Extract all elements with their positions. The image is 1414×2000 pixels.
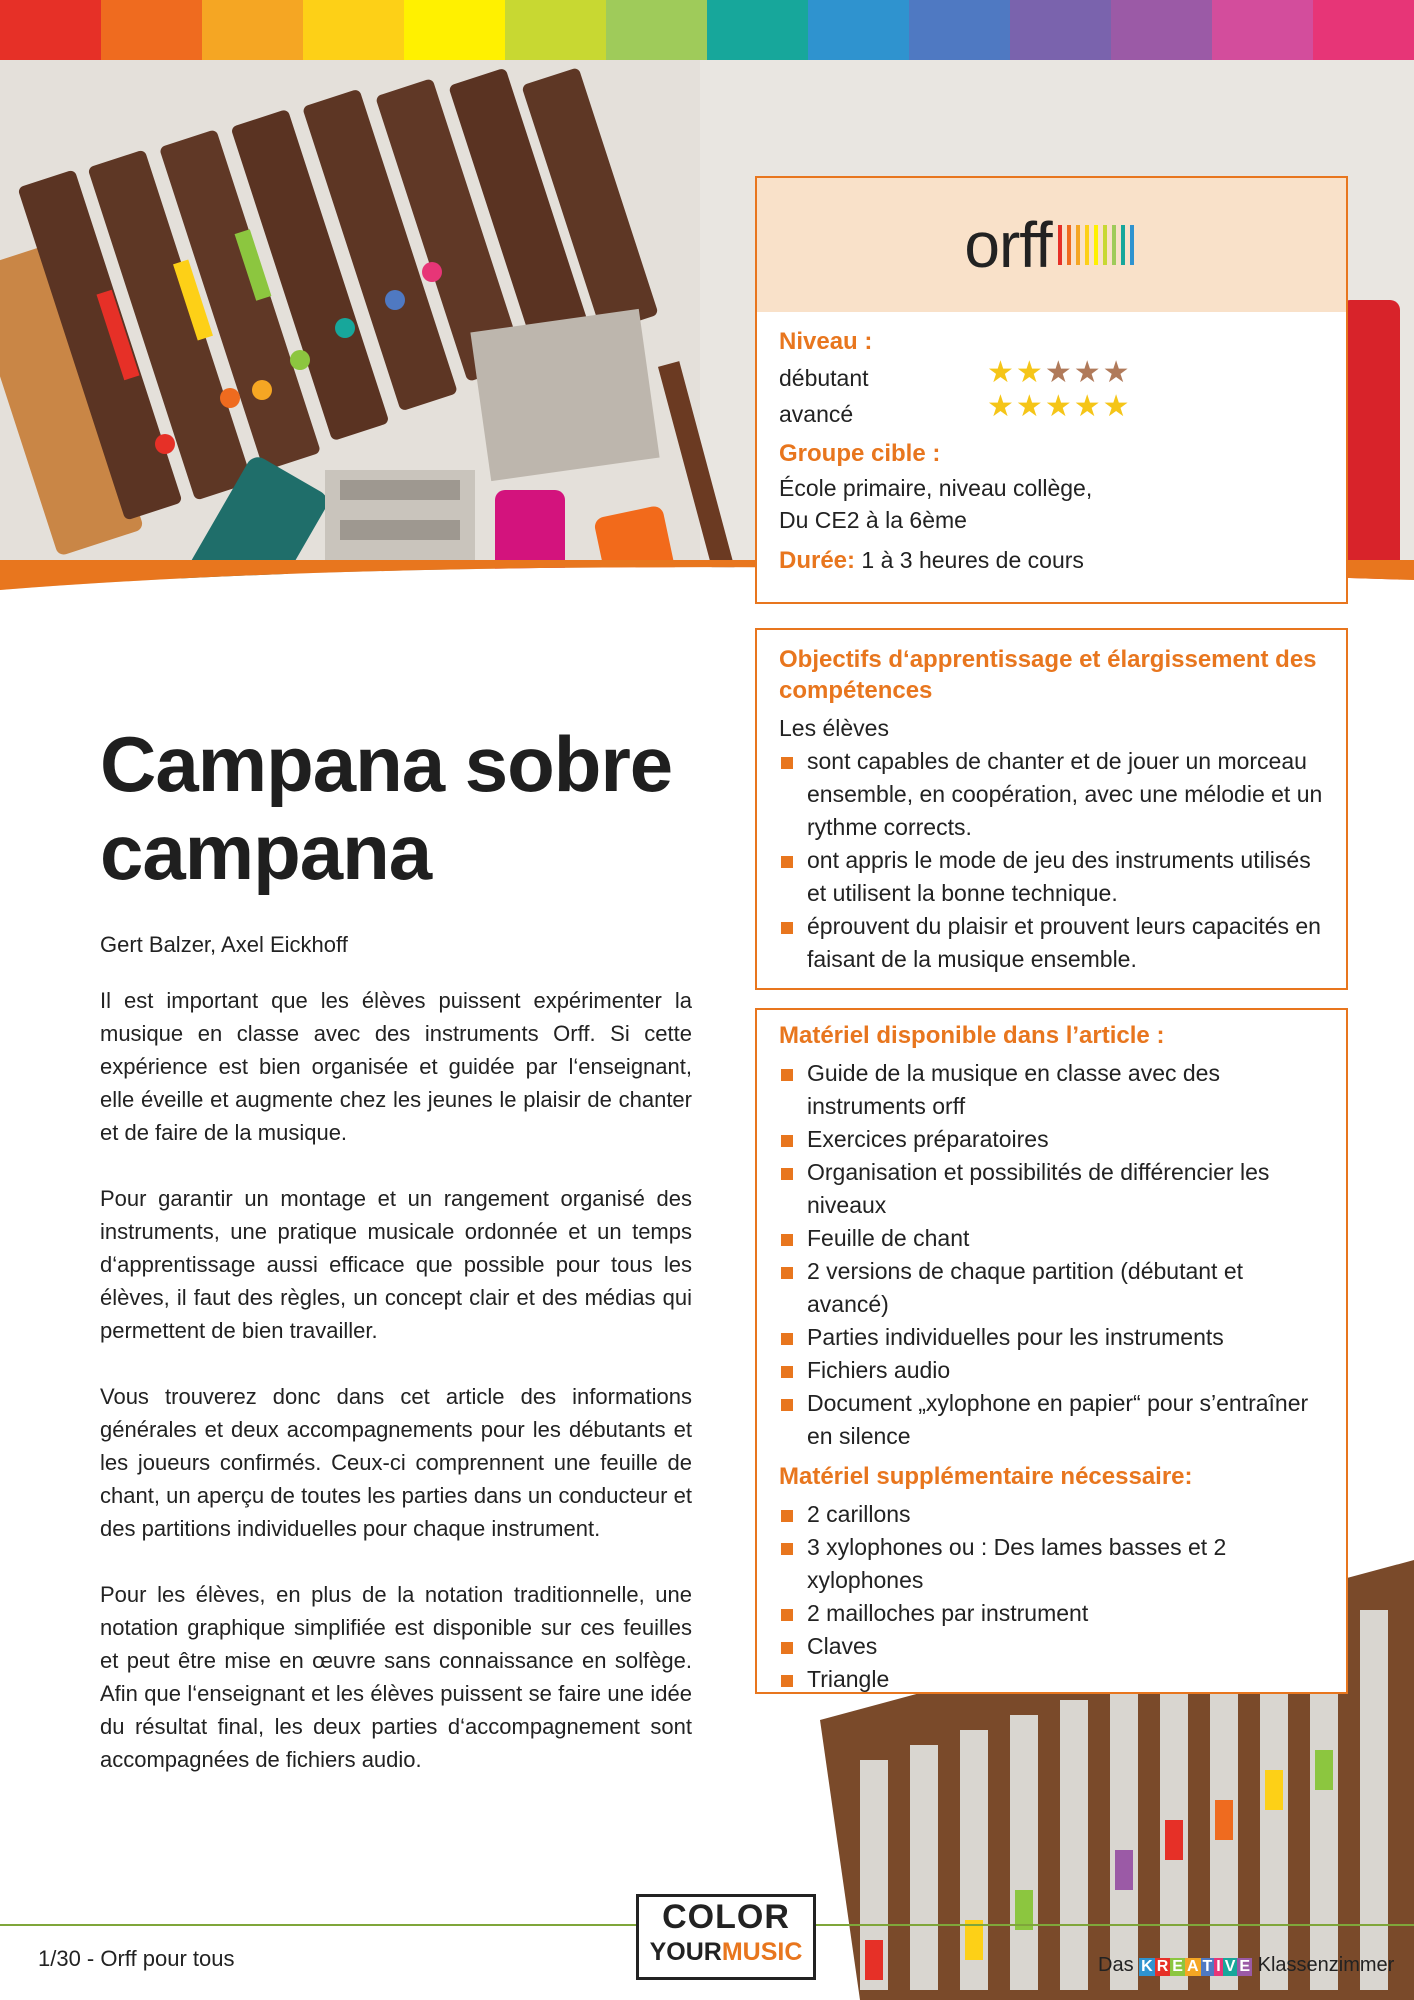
kl-letter: R xyxy=(1156,1958,1169,1975)
logo-your: YOUR xyxy=(649,1938,722,1966)
level-advanced: avancé xyxy=(779,401,854,427)
niveau-label: Niveau : xyxy=(779,328,873,355)
orff-logo-bars xyxy=(1058,225,1139,265)
logo-bar xyxy=(1103,225,1107,265)
kl-letter: K xyxy=(1141,1958,1153,1975)
extra-material-item: 2 carillons xyxy=(779,1498,1324,1531)
logo-music: MUSIC xyxy=(721,1938,803,1966)
objective-item: éprouvent du plaisir et prouvent leurs capacités en faisant de la musique ensemble. xyxy=(779,910,1324,976)
logo-bar xyxy=(1067,225,1071,265)
paragraph-4: Pour les élèves, en plus de la notation traditionnelle, une notation graphique simplifiée est disponible sur ces feuilles et peut être mise en œuvre sans connaissance en solfège. Afin que l‘enseignant et les élèves puissent se faire une idée du résultat final, les deux parties d‘accompagnement sont accompagnées de fichiers audio. xyxy=(100,1582,692,1772)
groupe-label: Groupe cible : xyxy=(779,440,941,467)
paragraph-1: Il est important que les élèves puissent expérimenter la musique en classe avec des instruments Orff. Si cette expérience est bien organisée et guidée par l‘enseignant, elle éveille et augmente chez les jeunes le plaisir de chanter et de faire de la musique. xyxy=(100,988,692,1145)
extra-material-item: Triangle xyxy=(779,1663,1324,1696)
title-line-2: campana xyxy=(100,808,432,896)
material-item: Exercices préparatoires xyxy=(779,1123,1324,1156)
objectives-intro: Les élèves xyxy=(779,715,889,741)
objective-item: ont appris le mode de jeu des instruments utilisés et utilisent la bonne technique. xyxy=(779,844,1324,910)
groupe-line-2: Du CE2 à la 6ème xyxy=(779,507,967,533)
orff-logo-word: orff xyxy=(964,209,1052,281)
material-item: 2 versions de chaque partition (débutant et avancé) xyxy=(779,1255,1324,1321)
star-icon: ★ xyxy=(1044,356,1074,389)
kl-word xyxy=(1139,1954,1252,1976)
logo-bar xyxy=(1076,225,1080,265)
logo-bar xyxy=(1058,225,1062,265)
objectives-box xyxy=(755,628,1348,990)
material-item: Guide de la musique en classe avec des instruments orff xyxy=(779,1057,1324,1123)
kl-letter: E xyxy=(1239,1958,1251,1975)
star-icon: ★ xyxy=(1073,356,1103,389)
stars-advanced xyxy=(987,390,1132,424)
material-item: Organisation et possibilités de différencier les niveaux xyxy=(779,1156,1324,1222)
star-icon: ★ xyxy=(1073,390,1103,423)
kl-suffix: Klassenzimmer xyxy=(1257,1954,1395,1976)
kl-letter: I xyxy=(1216,1958,1221,1975)
kl-prefix: Das xyxy=(1098,1954,1134,1976)
extra-material-item: 2 mailloches par instrument xyxy=(779,1597,1324,1630)
extra-materials-heading: Matériel supplémentaire nécessaire: xyxy=(779,1463,1193,1490)
materials-list xyxy=(779,1057,1324,1453)
objectives-heading: Objectifs d‘apprentissage et élargissement des compétences xyxy=(779,646,1317,704)
kl-letter: V xyxy=(1224,1958,1236,1975)
duree-value: 1 à 3 heures de cours xyxy=(861,547,1084,573)
page-number: 1/30 - Orff pour tous xyxy=(38,1946,235,1971)
authors: Gert Balzer, Axel Eickhoff xyxy=(100,932,348,957)
star-icon: ★ xyxy=(1102,356,1132,389)
paragraph-2: Pour garantir un montage et un rangement organisé des instruments, une pratique musicale ordonnée et un temps d‘apprentissage aussi efficace que possible pour tous les élèves, il faut des règles, un concept clair et des médias qui permettent de bien travailler. xyxy=(100,1186,692,1343)
kl-letter: A xyxy=(1186,1958,1199,1975)
kreative-klassenzimmer-logo xyxy=(1098,1954,1394,1977)
extra-materials-list xyxy=(779,1498,1324,1696)
star-icon: ★ xyxy=(987,356,1016,389)
star-icon: ★ xyxy=(1044,390,1074,423)
paragraph-3: Vous trouverez donc dans cet article des informations générales et deux accompagnements pour les débutants et les joueurs confirmés. Ceux-ci comprennent une feuille de chant, un aperçu de toutes les parties dans un conducteur et des partitions individuelles pour chaque instrument. xyxy=(100,1384,692,1541)
objective-item: sont capables de chanter et de jouer un morceau ensemble, en coopération, avec une mélodie et un rythme corrects. xyxy=(779,745,1324,844)
extra-material-item: Claves xyxy=(779,1630,1324,1663)
materials-box xyxy=(755,1008,1348,1694)
groupe-line-1: École primaire, niveau collège, xyxy=(779,475,1093,501)
level-beginner: débutant xyxy=(779,365,869,391)
kl-letter: T xyxy=(1202,1958,1213,1975)
logo-bar xyxy=(1085,225,1089,265)
star-icon: ★ xyxy=(987,390,1016,423)
material-item: Document „xylophone en papier“ pour s’entraîner en silence xyxy=(779,1387,1324,1453)
extra-material-item: 3 xylophones ou : Des lames basses et 2 xylophones xyxy=(779,1531,1324,1597)
intro-text xyxy=(100,984,692,1809)
material-item: Fichiers audio xyxy=(779,1354,1324,1387)
objectives-list xyxy=(779,745,1324,976)
stars-beginner xyxy=(987,356,1132,390)
logo-bar xyxy=(1094,225,1098,265)
logo-bar xyxy=(1121,225,1125,265)
star-icon: ★ xyxy=(1102,390,1132,423)
color-your-music-logo xyxy=(636,1894,816,1980)
title-line-1: Campana sobre xyxy=(100,720,673,808)
level-stars xyxy=(987,356,1132,424)
info-box xyxy=(755,176,1348,604)
logo-color: COLOR xyxy=(662,1898,790,1936)
logo-bar xyxy=(1130,225,1134,265)
star-icon: ★ xyxy=(1015,356,1045,389)
kl-letter: E xyxy=(1172,1958,1183,1975)
orff-logo xyxy=(757,178,1346,312)
duree-label: Durée: xyxy=(779,547,856,574)
material-item: Parties individuelles pour les instruments xyxy=(779,1321,1324,1354)
star-icon: ★ xyxy=(1015,390,1045,423)
logo-bar xyxy=(1112,225,1116,265)
page-title xyxy=(100,720,672,896)
material-item: Feuille de chant xyxy=(779,1222,1324,1255)
materials-heading: Matériel disponible dans l’article : xyxy=(779,1022,1165,1049)
